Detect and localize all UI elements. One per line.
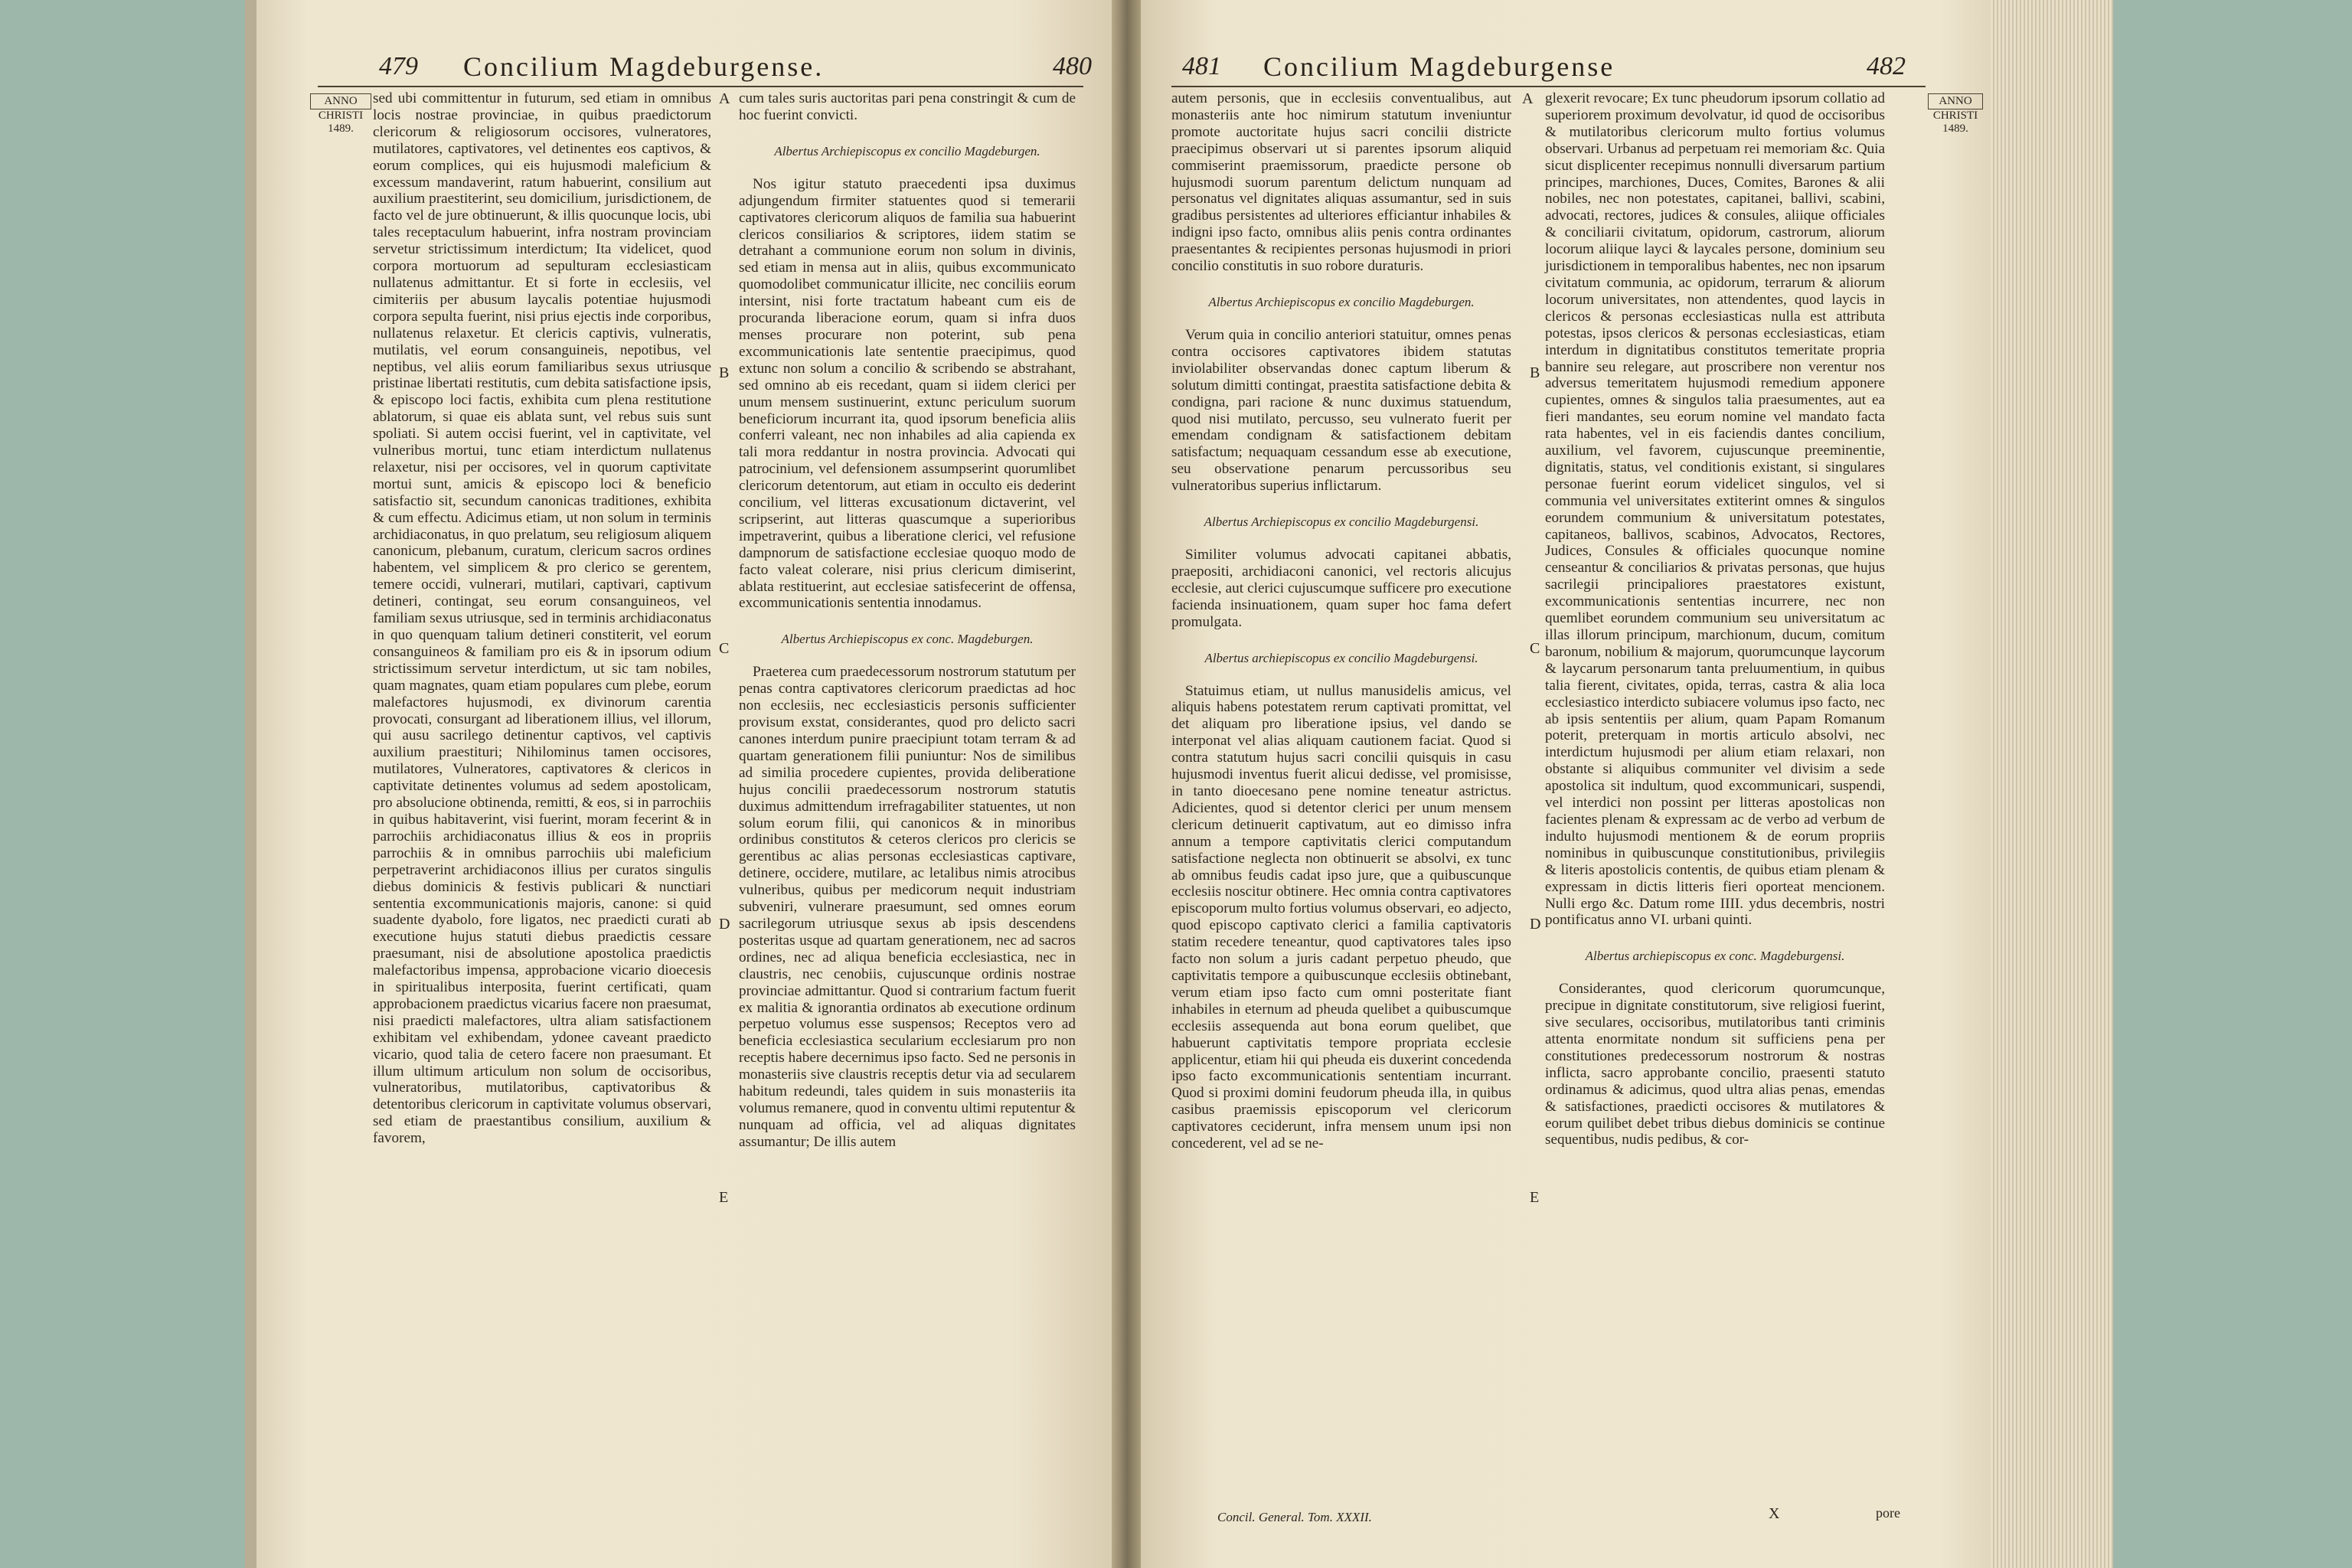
column-2 [739, 90, 1076, 1151]
margin-letter-c: C [1530, 640, 1540, 657]
catchword: pore [1876, 1505, 1900, 1521]
margin-christi: CHRISTI [1932, 109, 1978, 122]
column-3-para-4: Statuimus etiam, ut nullus manusidelis amicus, vel aliquis habens potestatem rerum captivati promittat, vel det aliquam pro liberatione ipsius, vel dando se interponat vel alias aliquam cautionem faciat. Quod si contra statutum hujus sacri concilii quisquis in casu hujusmodi inventus fuerit alicui dedisse, vel promisisse, in tanto dioecesano pene nomine teneatur astrictus. Adicientes, quod si detentor clerici per unum mensem clericum detinuerit captivatum, aut eo dimisso infra annum a tempore captivitatis clerici computandum satisfactione neglecta non obtinuerit se absolvi, ex tunc ab omnibus feudis cadat ipso jure, que a quibuscunque ecclesiis noscitur obtinere. Hec omnia contra captivatores episcoporum multo fortius volumus observari, eo adjecto, quod episcopo captivato clerici a familia captivatoris statim recedere teneantur, quod captivatores tales ipso facto non solum a juris cadant perpetuo pheudo, que captivitatis tempore a quibuscunque ecclesiis obtinebant, verum etiam ipso facto cum omni posteritate fiant inhabiles in eternum ad pheuda quelibet a quibuscumque ecclesiis assequenda aut bona eorum quelibet, que habuerunt captivitatis tempore propriata ecclesie applicentur, etiam hii qui pheuda eis duxerint concedenda ipso facto excommunicationis sententiam incurrant. Quod si proximi domini feudorum pheuda illa, in quibus casibus praemissis episcoporum vel clericorum captivatores ceciderunt, infra mensem unum ipsi non concederent, vel ad se ne- [1171, 682, 1511, 1152]
margin-letter-b: B [719, 364, 730, 381]
signature-mark: X [1769, 1505, 1780, 1522]
column-3 [1171, 90, 1511, 1152]
column-2-heading-1: Albertus Archiepiscopus ex concilio Magdeburgen. [774, 143, 1040, 158]
margin-letter-d: D [1530, 916, 1541, 933]
column-1 [373, 90, 711, 1147]
column-4-heading-1: Albertus archiepiscopus ex conc. Magdeburgensi. [1585, 949, 1845, 964]
margin-letter-e: E [1530, 1189, 1540, 1206]
running-head-left: Concilium Magdeburgense. [463, 51, 825, 82]
column-3-para-2: Verum quia in concilio anteriori statuitur, omnes penas contra occisores captivatores ibidem statutas inviolabiliter observandas donec captum liberum & solutum dimitti contingat, praestita satisfactione debita & condigna, pari racione & nunc duximus statuendum, quod nisi mutilato, percusso, seu vulnerato fuerit per emendam condignam & satisfactionem debitam satisfactum; nequaquam cessandum esse ab executione, seu observatione penarum percussoribus seu vulneratoribus superius inflictarum. [1171, 326, 1511, 495]
column-3-heading-1: Albertus Archiepiscopus ex concilio Magdeburgen. [1208, 294, 1475, 309]
margin-letter-d: D [719, 916, 730, 933]
column-2-para-3: Praeterea cum praedecessorum nostrorum statutum per penas contra captivatores clericorum praedictas ad hoc non ecclesiis, nec ecclesiasticis personis sufficienter provisum exstat, considerantes, quod pro delicto sacri canones interdum punire praecipiunt totam terram & ad quartam generationem filii puniuntur: Nos de similibus ad similia procedere cupientes, provida deliberatione hujus concilii praedecessorum nostrorum statutis duximus admittendum irrefragabiliter statuentes, ut non solum eorum filii, qui canonicos & in minoribus ordinibus constitutos & ceteros clericos pro clericis se gerentibus ac alias personas ecclesiasticas captivare, detinere, occidere, mutilare, ac letalibus nimis atrocibus vulneribus, quibus per medicorum nequit industriam subveniri, vulnerare praesumunt, sed omnes eorum sacrilegorum utriusque sexus ab ipsis descendens posteritas usque ad quartam generationem, nec ad sacros ordines, nec ad aliqua beneficia ecclesiastica, nec in claustris, nec cenobiis, cujuscunque ordinis nostrae provinciae admittantur. Quod si contrarium factum fuerit ex malitia & ignorantia ordinatos ab executione ordinum perpetuo volumus esse suspensos; Receptos vero ad beneficia ecclesiastica secularium ecclesiarum pro non receptis habere decernimus ipso facto. Sed ne personis in monasteriis sive claustris receptis detur via ad secularem habitum redeundi, tales quidem in suis monasteriis ita volumus remanere, quod in conventu ultimi reputentur & nunquam ad officia, vel ad aliquas dignitates assumantur; De illis autem [739, 664, 1076, 1150]
book-gutter [1112, 0, 1144, 1568]
column-3-para-3: Similiter volumus advocati capitanei abbatis, praepositi, archidiaconi canonici, vel rectoris alicujus ecclesie, aut clerici cujuscumque sufficere pro executione facienda insinuationem, quam super hoc fama defert promulgata. [1171, 547, 1511, 630]
margin-anno: ANNO [1928, 93, 1983, 109]
header-rule [318, 86, 1083, 87]
column-4-para-1: glexerit revocare; Ex tunc pheudorum ipsorum collatio ad superiorem proximum devolvatur, id quod de occisoribus & mutilatoribus clericorum multo fortius volumus observari. Urbanus ad perpetuam rei memoriam &c. Quia sicut displicenter recepimus nonnulli diversarum partium principes, marchiones, Duces, Comites, Barones & alii nobiles, nec non potestates, capitanei, ballivi, scabini, advocati, rectores, judices & consules, aliique officiales & conciliarii civitatum, opidorum, castrorum, aliorum locorum aliique layci & laycales persone, dominium seu jurisdictionem in temporalibus habentes, nec non ipsarum civitatum communia, ac opidorum, terrarum & aliorum locorum universitates, non attendentes, quod laycis in clericos & personas ecclesiasticas nulla est attributa potestas, ipsos clericos & personas ecclesiasticas, etiam interdum in dignitatibus constitutos temeritate propria bannire seu relegare, aut proscribere non verentur nos adversus temeritatem hujusmodi remedium apponere cupientes, omnes & singulos talia praesumentes, aut ea fieri mandantes, seu eorum nomine vel mandato facta rata habentes, vel in eis faciendis dantes concilium, auxilium, vel favorem, cujuscunque preeminentie, dignitatis, status, vel conditionis existant, si singulares personae fuerint eorum videlicet singulos, vel si communia vel universitates extiterint omnes & singulos eorundem communium & universitatum potestates, capitaneos, ballivos, scabinos, Advocatos, Rectores, Judices, Consules & officiales quocunque nomine censeantur & conciliarios & privatas personas, que hujus sacrilegii principaliores praestatores existunt, excommunicationis sententias incurrere, nec non quemlibet eorundem communium seu universitatum ac illas illorum principum, marchionum, ducum, comitum baronum, nobilium & majorum, quorumcunque laycorum & laycarum personarum tanta preluumentium, in quibus talia fierent, civitates, opida, terras, castra & alia loca ecclesiastico interdicto subiacere volumus ipso facto, nec ab ipsis sententiis per alium, quam Papam Romanum poterit, preterquam in mortis articulo absolvi, nec interdictum hujusmodi per alium etiam relaxari, non obstante si aliquibus communiter vel divisim a sede apostolica sit indultum, quod excommunicari, suspendi, vel interdici non possint per litteras apostolicas non facientes plenam & expressam ac de verbo ad verbum de indulto hujusmodi mentionem & de eorum propriis nominibus in quibuscunque constitutionibus, privilegiis & literis apostolicis contentis, de quibus etiam plenam & expressam in dictis litteris fieri oporteat mencionem. Nulli ergo &c. Datum rome IIII. ydus decembris, nostri pontificatus anno VI. urbani quinti. [1545, 90, 1885, 929]
page-number-479: 479 [379, 52, 418, 80]
right-page [1141, 0, 1991, 1568]
column-2-para-1: cum tales suris auctoritas pari pena constringit & cum de hoc fuerint convicti. [739, 90, 1076, 123]
margin-letter-a: A [1522, 90, 1534, 107]
page-edges-right [1991, 0, 2113, 1568]
margin-date-note [310, 93, 371, 136]
margin-letter-c: C [719, 640, 730, 657]
page-number-481: 481 [1182, 52, 1221, 80]
margin-anno: ANNO [310, 93, 371, 109]
column-4-para-2: Considerantes, quod clericorum quorumcunque, precipue in dignitate constitutorum, sive religiosi fuerint, sive seculares, occisoribus, mutilatoribus tanti criminis attenta enormitate nondum sit sufficiens pena per constitutiones predecessorum nostrorum & nostras inflicta, sacro approbante concilio, praesenti statuto ordinamus & adicimus, quod ultra alias penas, emendas & satisfactiones, praedicti occisores & mutilatores & eorum quilibet debet tribus diebus dominicis se continue sequentibus, nudis pedibus, & cor- [1545, 981, 1885, 1148]
footer-volume: Concil. General. Tom. XXXII. [1217, 1510, 1372, 1524]
margin-year: 1489. [328, 122, 354, 135]
column-3-heading-3: Albertus archiepiscopus ex concilio Magdeburgensi. [1204, 650, 1478, 665]
column-4 [1545, 90, 1885, 1148]
column-2-heading-2: Albertus Archiepiscopus ex conc. Magdeburgen. [781, 632, 1034, 647]
header-rule [1171, 86, 1926, 87]
column-3-heading-2: Albertus Archiepiscopus ex concilio Magdeburgensi. [1204, 514, 1479, 530]
margin-letter-b: B [1530, 364, 1540, 381]
left-page [256, 0, 1116, 1568]
margin-letter-e: E [719, 1189, 729, 1206]
margin-christi: CHRISTI [318, 109, 364, 122]
page-number-482: 482 [1867, 52, 1906, 80]
column-2-para-2: Nos igitur statuto praecedenti ipsa duximus adjungendum firmiter statuentes quod si temerarii captivatores clericorum aliquos de familia sua habuerint clericos consiliarios & scriptores, iidem statim se detrahant a communione eorum non solum in divinis, sed etiam in mensa aut in aliis, quibus excommunicato quomodolibet communicatur illicite, nec conciliis eorum intersint, nisi forte tractatum habeant cum eis de procuranda liberacione eorum, quam si infra duos menses procurare non poterint, sub pena excommunicationis late sententie praecipimus, quod extunc non solum a concilio & scribendo se abstrahant, sed omnino ab eis recedant, quam si iidem clerici per unum mensem sustinuerint, extunc periculum suorum beneficiorum incurrant ita, quod ipsorum beneficia aliis conferri valeant, nec non inhabiles ad alia capienda ex tali mora reddantur in nostra provincia. Advocati qui patrocinium, vel defensionem assumpserint quorumlibet clericorum detentorum, aut etiam in occulto eis dederint concilium, vel litteras excusationum dictaverint, vel scripserint, aut litteras quascumque a superioribus impetraverint, quibus a liberatione clerici, vel refusione dampnorum de satisfactione ecclesiae quoquo modo de facto valeat colerare, nisi prius clericum dimiserint, ablata restituerint, aut ecclesiae satisfecerint de offensa, excommunicationis sententia innodamus. [739, 175, 1076, 612]
margin-letter-a: A [719, 90, 730, 107]
margin-year: 1489. [1942, 122, 1968, 135]
page-number-480: 480 [1053, 52, 1092, 80]
margin-date-note [1928, 93, 1983, 136]
running-head-right: Concilium Magdeburgense [1263, 51, 1615, 82]
column-1-text: sed ubi committentur in futurum, sed etiam in omnibus locis nostrae provinciae, in quibus praedictorum clericorum & religiosorum occisores, vulneratores, mutilatores, captivatores, vel detinentes eos captivos, & eorum complices, qui eis hujusmodi maleficium & excessum mandaverint, ratum habuerint, consilium aut auxilium praestiterint, seu domicilium, jurisdictionem, de facto vel de jure obtinuerunt, & illis quocunque locis, ubi tales receptaculum habuerint, infra nostram provinciam servetur strictissimum interdictum; Ita videlicet, quod corpora mortuorum ad sepulturam ecclesiasticam nullatenus admittantur. Et si forte in ecclesiis, vel cimiteriis per abusum laycalis potentiae hujusmodi corpora sepulta fuerint, nisi prius ejectis inde corporibus, nullatenus relaxetur. Et clericis captivis, vulneratis, mutilatis, vel eorum consanguineis, nepotibus, vel neptibus, vel aliis eorum familiaribus sexus utriusque pristinae libertati restitutis, cum debita satisfactione ipsis, & episcopo loci factis, exhibita cum plena restitutione ablatorum, si quae eis ablata sunt, vel rebus suis sunt spoliati. Si autem occisi fuerint, vel in captivitate, vel vulneribus mortui, tunc etiam interdictum nullatenus relaxetur, nisi per occisores, vel in quorum captivitate mortui sunt, amicis & episcopo loci & beneficio satisfactio sit, secundum canonicas traditiones, exhibita & cum effectu. Adicimus etiam, ut non solum in terminis archidiaconatus, in quo prelatum, seu religiosum aliquem canonicum, plebanum, curatum, clericum sacros ordines habentem, vel simplicem & pro clerico se gerentem, temere occidi, vulnerari, mutilari, captivari, captivum detineri, contingat, seu eorum consanguineos, vel familiam sexus utriusque, sed in terminis archidiaconatus in quo quenquam talium detineri constiterit, vel eorum consanguineos & familiam pro eis & in ipsorum odium strictissimum servetur interdictum, ut sic tam nobiles, quam magnates, quam etiam populares cum plebe, eorum malefactores hujusmodi, ex divinorum carentia provocati, consurgant ad liberationem illius, vel illorum, qui ausu sacrilego detinentur captivos, vel captivis auxilium praestituri; Nihilominus tamen occisores, mutilatores, Vulneratores, captivatores & clericos in captivitate detinentes volumus ad sedem apostolicam, pro absolucione obtinenda, remitti, & eos, si in parrochiis in quibus habitaverint, visi fuerint, moram fecerint & in parrochiis archidiaconatus illius & eos in propriis parrochiis & in omnibus parrochiis ubi maleficium perpetraverint archidiaconos illius per curatos singulis diebus dominicis & festivis publicari & nunctiari sententia excommunicationis majoris, canone: si quid suadente dyabolo, fore ligatos, nec praedicti curati ab executione hujus statuti diebus praedictis cessare praesumant, nisi de absolutione apostolica praedictis malefactoribus impensa, approbacione vicario dioecesis in spiritualibus interposita, fuerint certificati, quam approbacionem praedictus vicarius facere non praesumat, nisi praedicti malefactores, ultra aliam satisfactionem exhibitam vel exhibendam, ydonee caveant praedicto vicario, quod talia de cetero facere non praesumant. Et illum ultimum articulum non solum de occisoribus, vulneratoribus, mutilatoribus, captivatoribus & detentoribus clericorum in captivitate volumus observari, sed etiam de praestantibus consilium, auxilium & favorem, [373, 90, 711, 1147]
column-3-para-1: autem personis, que in ecclesiis conventualibus, aut monasteriis ante hoc nimirum statutum inveniuntur promote auctoritate hujus sacri concilii districte praecipimus observari ut si parentes ipsorum aliquid commiserint praemissorum, praedicte persone ob hujusmodi suorum parentum delictum nunquam ad personatus vel dignitates aliquas assumantur, sed in suis gradibus persistentes ad ulteriores efficiantur inhabiles & indigni ipso facto, omnibus aliis penis contra ordinantes praesentantes & recipientes personas hujusmodi in priori concilio constitutis in suo robore duraturis. [1171, 90, 1511, 275]
